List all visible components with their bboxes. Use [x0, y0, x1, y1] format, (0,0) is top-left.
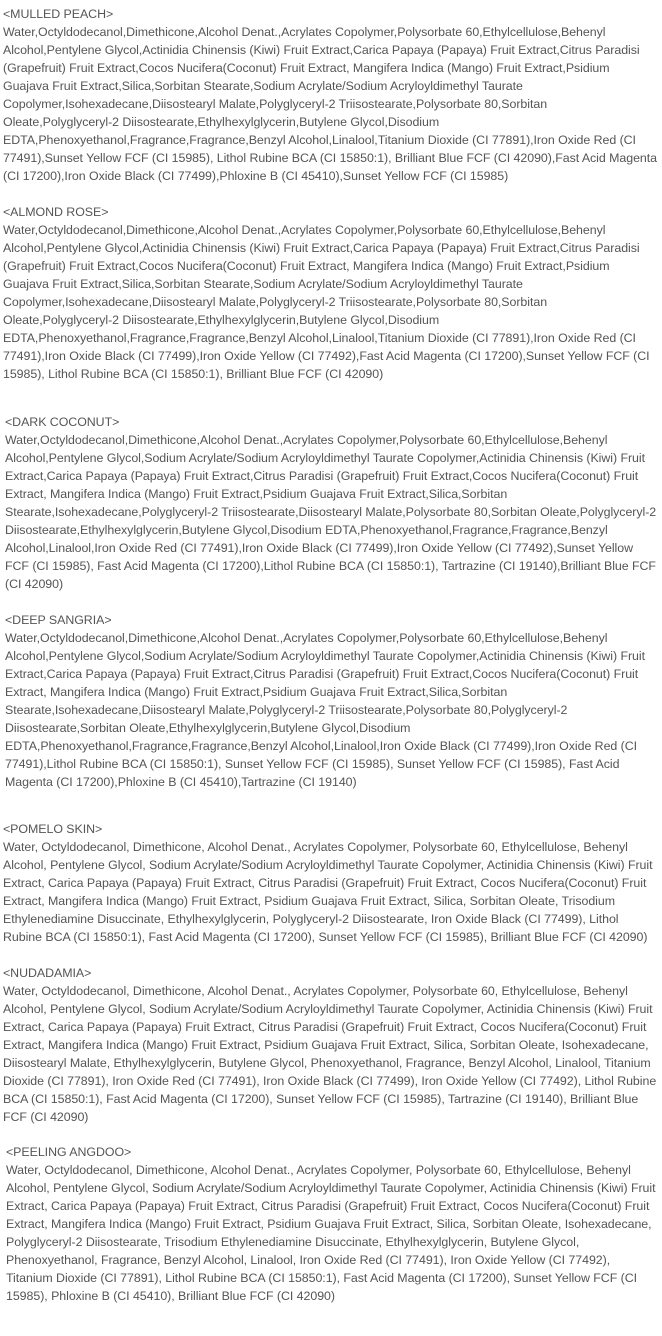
section-title: <PEELING ANGDOO> [6, 1145, 132, 1159]
ingredient-section-pomelo-skin [3, 820, 658, 946]
section-title: <DARK COCONUT> [5, 415, 120, 429]
ingredient-list: Water,Octyldodecanol,Dimethicone,Alcohol Denat.,Acrylates Copolymer,Polysorbate 60,Ethylcellulose,Behenyl Alcohol,Pentylene Glycol,Actinidia Chinensis (Kiwi) Fruit Extract,Carica Papaya (Papaya) Fruit Extract,Citrus Paradisi (Grapefruit) Fruit Extract,Cocos Nucifera(Coconut) Fruit Extract, Mangifera Indica (Mango) Fruit Extract,Psidium Guajava Fruit Extract,Silica,Sorbitan Stearate,Sodium Acrylate/Sodium Acryloyldimethyl Taurate Copolymer,Isohexadecane,Diisostearyl Malate,Polyglyceryl-2 Triisostearate,Polysorbate 80,Sorbitan Oleate,Polyglyceryl-2 Diisostearate,Ethylhexylglycerin,Butylene Glycol,Disodium EDTA,Phenoxyethanol,Fragrance,Fragrance,Benzyl Alcohol,Linalool,Titanium Dioxide (CI 77891),Iron Oxide Red (CI 77491),Iron Oxide Black (CI 77499),Iron Oxide Yellow (CI 77492),Fast Acid Magenta (CI 17200),Sunset Yellow FCF (CI 15985), Lithol Rubine BCA (CI 15850:1), Brilliant Blue FCF (CI 42090) [3, 223, 650, 381]
ingredient-section-mulled-peach [3, 5, 658, 185]
ingredient-list: Water,Octyldodecanol,Dimethicone,Alcohol Denat.,Acrylates Copolymer,Polysorbate 60,Ethylcellulose,Behenyl Alcohol,Pentylene Glycol,Actinidia Chinensis (Kiwi) Fruit Extract,Carica Papaya (Papaya) Fruit Extract,Citrus Paradisi (Grapefruit) Fruit Extract,Cocos Nucifera(Coconut) Fruit Extract, Mangifera Indica (Mango) Fruit Extract,Psidium Guajava Fruit Extract,Silica,Sorbitan Stearate,Sodium Acrylate/Sodium Acryloyldimethyl Taurate Copolymer,Isohexadecane,Diisostearyl Malate,Polyglyceryl-2 Triisostearate,Polysorbate 80,Sorbitan Oleate,Polyglyceryl-2 Diisostearate,Ethylhexylglycerin,Butylene Glycol,Disodium EDTA,Phenoxyethanol,Fragrance,Fragrance,Benzyl Alcohol,Linalool,Titanium Dioxide (CI 77891),Iron Oxide Red (CI 77491),Sunset Yellow FCF (CI 15985), Lithol Rubine BCA (CI 15850:1), Brilliant Blue FCF (CI 42090),Fast Acid Magenta (CI 17200),Iron Oxide Black (CI 77499),Phloxine B (CI 45410),Sunset Yellow FCF (CI 15985) [3, 25, 657, 183]
ingredient-section-peeling-angdoo [6, 1143, 658, 1305]
section-title: <POMELO SKIN> [3, 822, 103, 836]
section-title: <MULLED PEACH> [3, 7, 114, 21]
ingredient-section-dark-coconut [5, 413, 658, 593]
ingredient-section-nudadamia [3, 964, 658, 1126]
ingredient-list: Water, Octyldodecanol, Dimethicone, Alcohol Denat., Acrylates Copolymer, Polysorbate 60, Ethylcellulose, Behenyl Alcohol, Pentylene Glycol, Sodium Acrylate/Sodium Acryloyldimethyl Taurate Copolymer, Actinidia Chinensis (Kiwi) Fruit Extract, Carica Papaya (Papaya) Fruit Extract, Citrus Paradisi (Grapefruit) Fruit Extract, Cocos Nucifera(Coconut) Fruit Extract, Mangifera Indica (Mango) Fruit Extract, Psidium Guajava Fruit Extract, Silica, Sorbitan Oleate, Isohexadecane, Diisostearyl Malate, Ethylhexylglycerin, Butylene Glycol, Phenoxyethanol, Fragrance, Benzyl Alcohol, Linalool, Titanium Dioxide (CI 77891), Iron Oxide Red (CI 77491), Iron Oxide Black (CI 77499), Iron Oxide Yellow (CI 77492), Lithol Rubine BCA (CI 15850:1), Fast Acid Magenta (CI 17200), Sunset Yellow FCF (CI 15985), Tartrazine (CI 19140), Brilliant Blue FCF (CI 42090) [3, 984, 657, 1124]
ingredient-list: Water, Octyldodecanol, Dimethicone, Alcohol Denat., Acrylates Copolymer, Polysorbate 60, Ethylcellulose, Behenyl Alcohol, Pentylene Glycol, Sodium Acrylate/Sodium Acryloyldimethyl Taurate Copolymer, Actinidia Chinensis (Kiwi) Fruit Extract, Carica Papaya (Papaya) Fruit Extract, Citrus Paradisi (Grapefruit) Fruit Extract, Cocos Nucifera(Coconut) Fruit Extract, Mangifera Indica (Mango) Fruit Extract, Psidium Guajava Fruit Extract, Silica, Sorbitan Oleate, Isohexadecane, Polyglyceryl-2 Diisostearate, Trisodium Ethylenediamine Disuccinate, Ethylhexylglycerin, Butylene Glycol, Phenoxyethanol, Fragrance, Benzyl Alcohol, Linalool, Iron Oxide Red (CI 77491), Iron Oxide Yellow (CI 77492), Titanium Dioxide (CI 77891), Lithol Rubine BCA (CI 15850:1), Fast Acid Magenta (CI 17200), Sunset Yellow FCF (CI 15985), Phloxine B (CI 45410), Brilliant Blue FCF (CI 42090) [6, 1163, 656, 1303]
ingredient-list: Water,Octyldodecanol,Dimethicone,Alcohol Denat.,Acrylates Copolymer,Polysorbate 60,Ethylcellulose,Behenyl Alcohol,Pentylene Glycol,Sodium Acrylate/Sodium Acryloyldimethyl Taurate Copolymer,Actinidia Chinensis (Kiwi) Fruit Extract,Carica Papaya (Papaya) Fruit Extract,Citrus Paradisi (Grapefruit) Fruit Extract,Cocos Nucifera(Coconut) Fruit Extract, Mangifera Indica (Mango) Fruit Extract,Psidium Guajava Fruit Extract,Silica,Sorbitan Stearate,Isohexadecane,Diisostearyl Malate,Polyglyceryl-2 Triisostearate,Polysorbate 80,Polyglyceryl-2 Diisostearate,Sorbitan Oleate,Ethylhexylglycerin,Butylene Glycol,Disodium EDTA,Phenoxyethanol,Fragrance,Fragrance,Benzyl Alcohol,Linalool,Iron Oxide Black (CI 77499),Iron Oxide Red (CI 77491),Lithol Rubine BCA (CI 15850:1), Sunset Yellow FCF (CI 15985), Sunset Yellow FCF (CI 15985), Fast Acid Magenta (CI 17200),Phloxine B (CI 45410),Tartrazine (CI 19140) [5, 631, 645, 789]
ingredient-list: Water, Octyldodecanol, Dimethicone, Alcohol Denat., Acrylates Copolymer, Polysorbate 60, Ethylcellulose, Behenyl Alcohol, Pentylene Glycol, Sodium Acrylate/Sodium Acryloyldimethyl Taurate Copolymer, Actinidia Chinensis (Kiwi) Fruit Extract, Carica Papaya (Papaya) Fruit Extract, Citrus Paradisi (Grapefruit) Fruit Extract, Cocos Nucifera(Coconut) Fruit Extract, Mangifera Indica (Mango) Fruit Extract, Psidium Guajava Fruit Extract, Silica, Sorbitan Oleate, Trisodium Ethylenediamine Disuccinate, Ethylhexylglycerin, Polyglyceryl-2 Diisostearate, Iron Oxide Black (CI 77499), Lithol Rubine BCA (CI 15850:1), Fast Acid Magenta (CI 17200), Sunset Yellow FCF (CI 15985), Brilliant Blue FCF (CI 42090) [3, 840, 653, 944]
ingredient-section-almond-rose [3, 203, 658, 383]
ingredient-list: Water,Octyldodecanol,Dimethicone,Alcohol Denat.,Acrylates Copolymer,Polysorbate 60,Ethylcellulose,Behenyl Alcohol,Pentylene Glycol,Sodium Acrylate/Sodium Acryloyldimethyl Taurate Copolymer,Actinidia Chinensis (Kiwi) Fruit Extract,Carica Papaya (Papaya) Fruit Extract,Citrus Paradisi (Grapefruit) Fruit Extract,Cocos Nucifera(Coconut) Fruit Extract, Mangifera Indica (Mango) Fruit Extract,Psidium Guajava Fruit Extract,Silica,Sorbitan Stearate,Isohexadecane,Polyglyceryl-2 Triisostearate,Diisostearyl Malate,Polysorbate 80,Sorbitan Oleate,Polyglyceryl-2 Diisostearate,Ethylhexylglycerin,Butylene Glycol,Disodium EDTA,Phenoxyethanol,Fragrance,Fragrance,Benzyl Alcohol,Linalool,Iron Oxide Red (CI 77491),Iron Oxide Black (CI 77499),Iron Oxide Yellow (CI 77492),Sunset Yellow FCF (CI 15985), Fast Acid Magenta (CI 17200),Lithol Rubine BCA (CI 15850:1), Tartrazine (CI 19140),Brilliant Blue FCF (CI 42090) [5, 433, 657, 591]
ingredient-section-deep-sangria [5, 611, 658, 791]
section-title: <DEEP SANGRIA> [5, 613, 112, 627]
section-title: <ALMOND ROSE> [3, 205, 109, 219]
section-title: <NUDADAMIA> [3, 966, 92, 980]
